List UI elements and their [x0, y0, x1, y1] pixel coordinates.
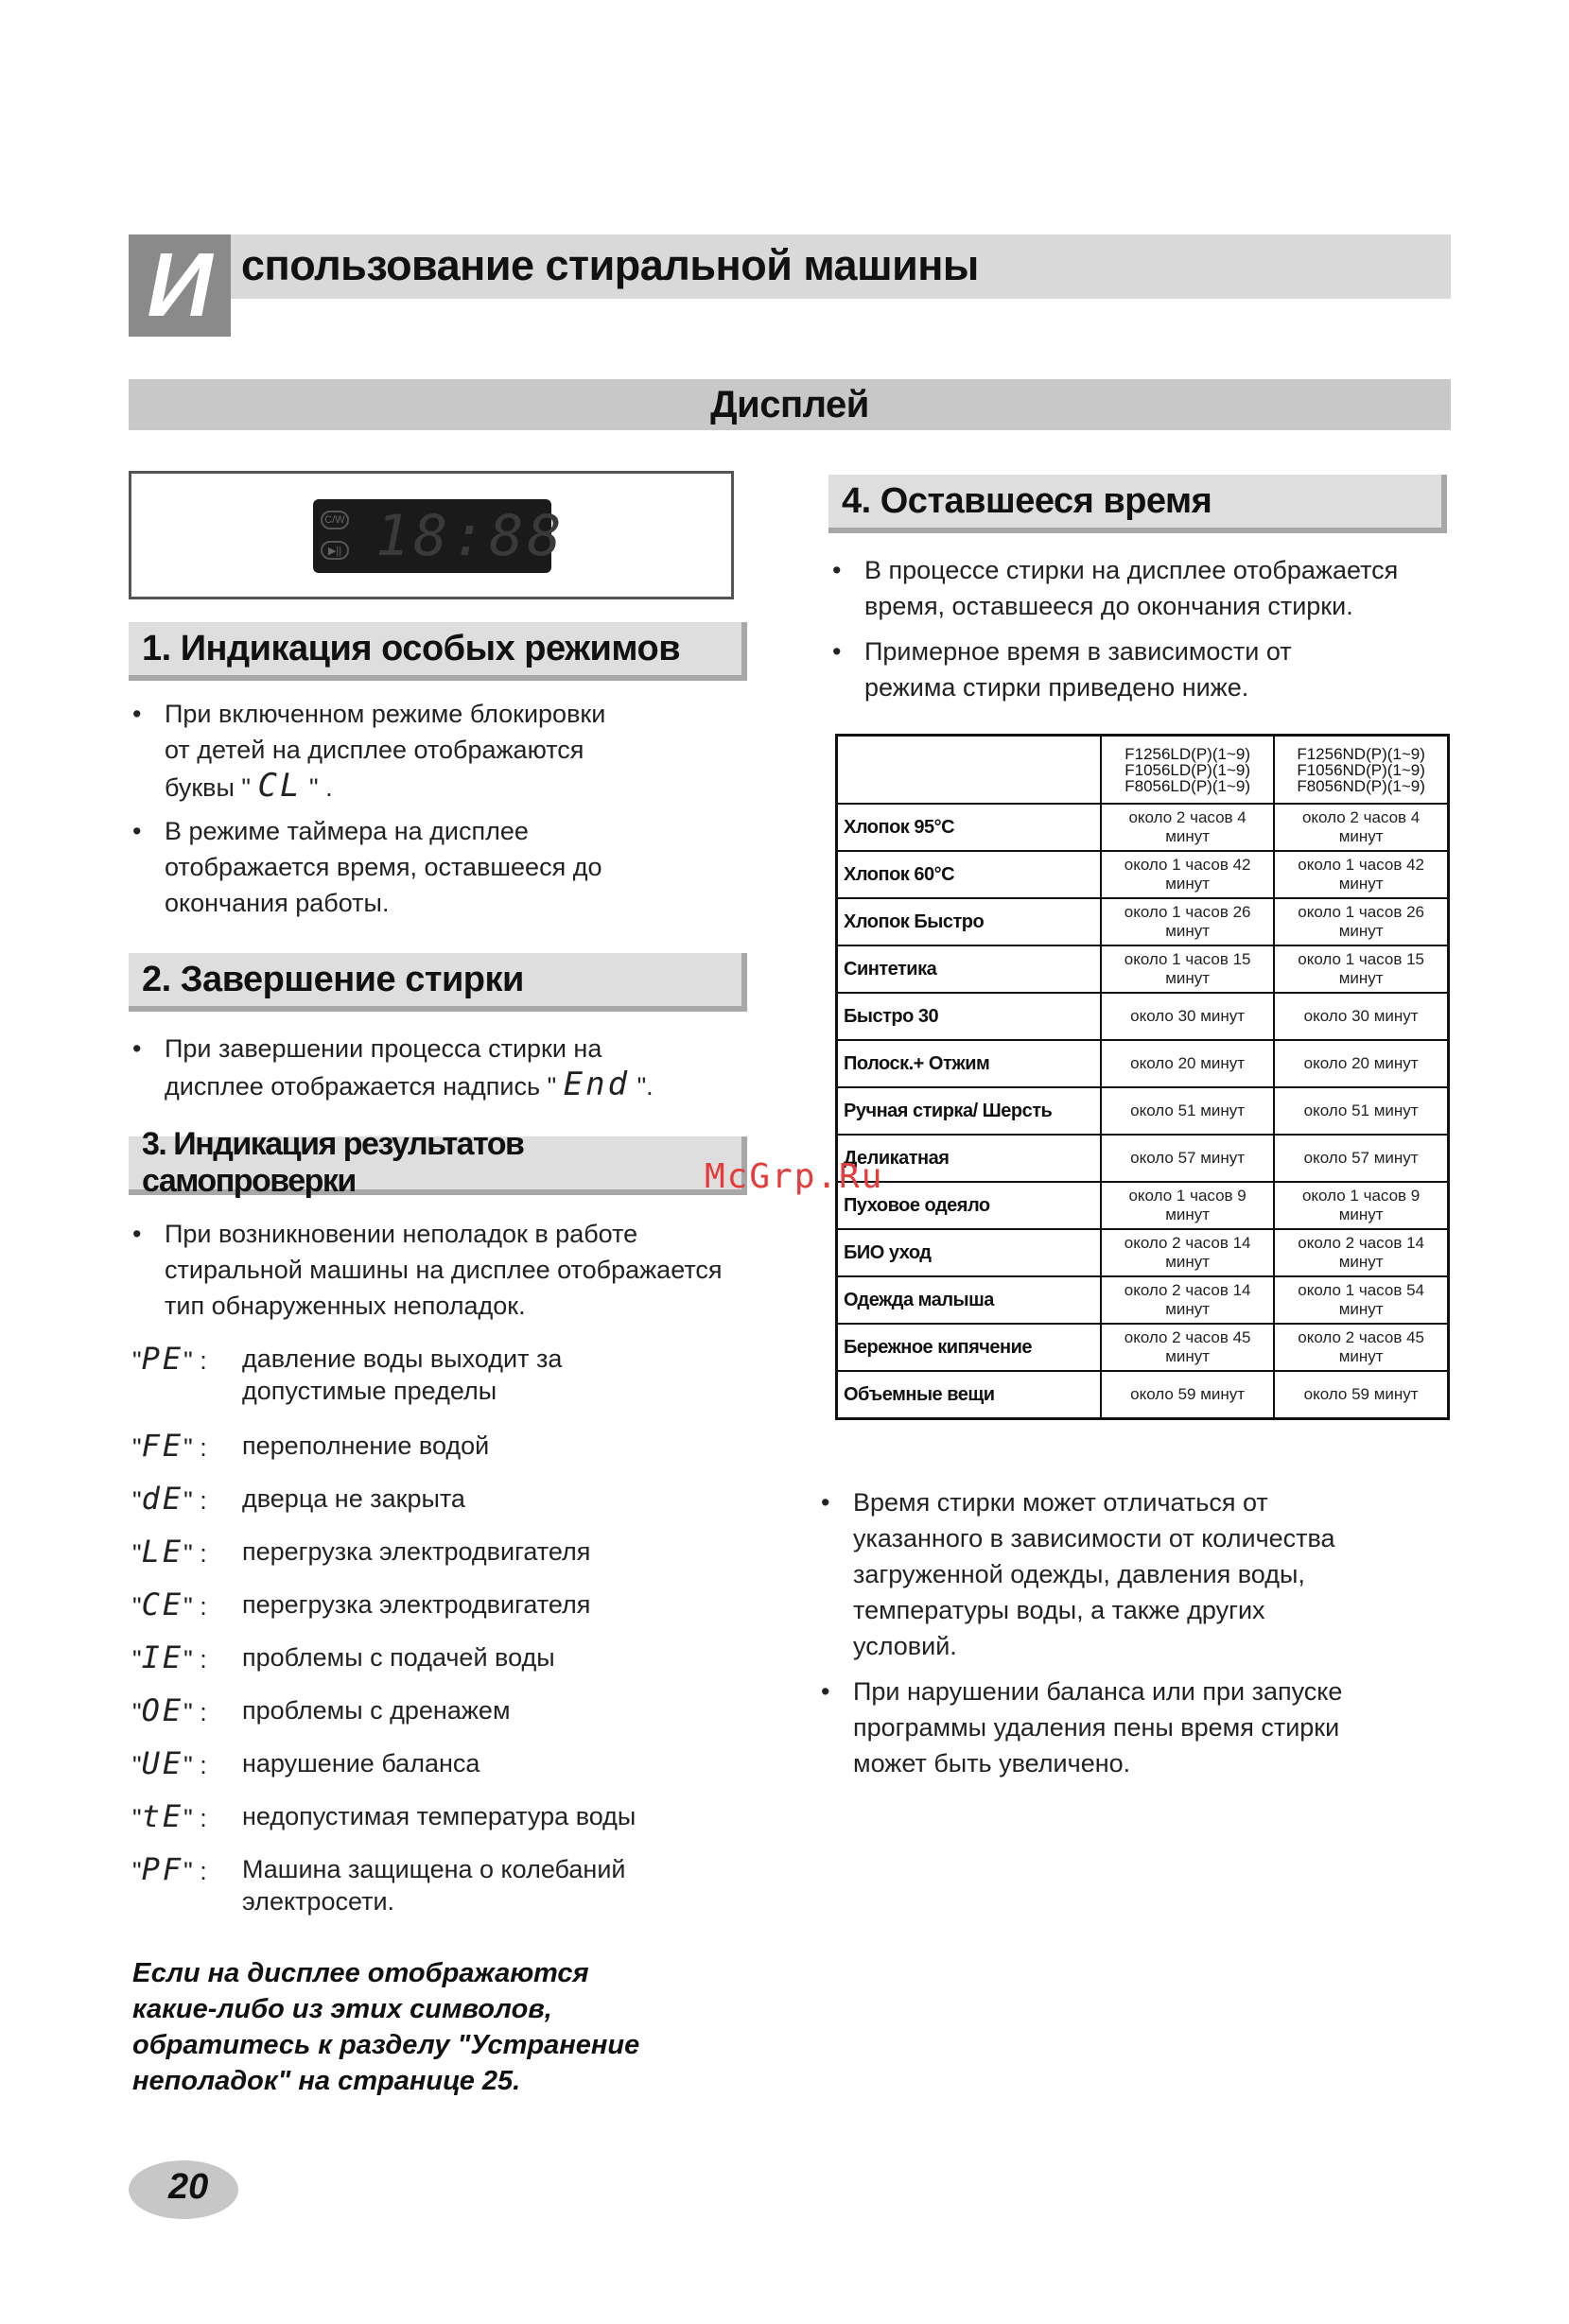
- bullet-text: При включенном режиме блокировки от детей на дисплее отображаются буквы ": [165, 700, 606, 802]
- bullet-text: В режиме таймера на дисплее отображается время, оставшееся до окончания работы.: [165, 817, 602, 917]
- segment-code-cl: CL: [257, 767, 303, 805]
- section-title: Дисплей: [710, 383, 869, 425]
- table-row: [837, 1229, 1449, 1276]
- program-name: Полоск.+ Отжим: [837, 1040, 1102, 1087]
- section2-bullet: [132, 1031, 757, 1106]
- section3-heading: 3. Индикация результатов самопроверки: [129, 1136, 747, 1195]
- section4-bullet-2: [832, 633, 1456, 709]
- bullet-dot: •: [821, 1488, 830, 1517]
- time-value-2: около 1 часов 42 минут: [1274, 851, 1448, 898]
- section1-bullet-1: [132, 696, 738, 809]
- time-value-2: около 1 часов 15 минут: [1274, 945, 1448, 993]
- section4-heading: 4. Оставшееся время: [828, 475, 1447, 533]
- error-code: "LE" :: [132, 1534, 207, 1570]
- lcd-digits: 18:88: [375, 503, 566, 569]
- program-name: Пуховое одеяло: [837, 1182, 1102, 1229]
- program-name: Деликатная: [837, 1135, 1102, 1182]
- section4-note-1: [821, 1484, 1445, 1674]
- error-description: недопустимая температура воды: [242, 1802, 636, 1830]
- bullet-text-end: ".: [630, 1072, 654, 1101]
- section4-note-2: [821, 1674, 1445, 1787]
- bullet-dot: •: [821, 1677, 830, 1706]
- program-name: Ручная стирка/ Шерсть: [837, 1087, 1102, 1135]
- program-name: БИО уход: [837, 1229, 1102, 1276]
- time-value-1: около 1 часов 42 минут: [1101, 851, 1274, 898]
- time-value-1: около 1 часов 15 минут: [1101, 945, 1274, 993]
- error-code: "PF" :: [132, 1851, 207, 1887]
- table-row: [837, 898, 1449, 945]
- bullet-text: Время стирки может отличаться от указанного в зависимости от количества загруженной одежды, давления воды, температуры воды, а также других условий.: [853, 1488, 1335, 1660]
- bullet-text: При завершении процесса стирки на дисплее отображается надпись ": [165, 1034, 602, 1101]
- time-value-2: около 30 минут: [1274, 993, 1448, 1040]
- table-row: [837, 993, 1449, 1040]
- section4-bullet-1: [832, 552, 1456, 628]
- error-code: "PE" :: [132, 1341, 207, 1377]
- table-row: [837, 945, 1449, 993]
- time-value-2: около 20 минут: [1274, 1040, 1448, 1087]
- error-code: "dE" :: [132, 1481, 207, 1517]
- bullet-text: При возникновении неполадок в работе стиральной машины на дисплее отображается тип обнаруженных неполадок.: [165, 1220, 723, 1320]
- table-header-row: [837, 736, 1449, 805]
- time-value-2: около 51 минут: [1274, 1087, 1448, 1135]
- error-description: нарушение баланса: [242, 1749, 480, 1778]
- error-code: "FE" :: [132, 1428, 207, 1464]
- time-value-1: около 51 минут: [1101, 1087, 1274, 1135]
- bullet-text: При нарушении баланса или при запуске программы удаления пены время стирки может быть увеличено.: [853, 1677, 1343, 1778]
- time-value-1: около 1 часов 9 минут: [1101, 1182, 1274, 1229]
- bullet-dot: •: [132, 1034, 142, 1063]
- time-value-1: около 20 минут: [1101, 1040, 1274, 1087]
- program-name: Хлопок 60°C: [837, 851, 1102, 898]
- error-description: проблемы с дренажем: [242, 1696, 511, 1725]
- time-value-2: около 59 минут: [1274, 1371, 1448, 1419]
- error-description: дверца не закрыта: [242, 1484, 465, 1513]
- bullet-text: В процессе стирки на дисплее отображается время, оставшееся до окончания стирки.: [864, 556, 1399, 620]
- table-row: [837, 1087, 1449, 1135]
- bullet-dot: •: [832, 637, 842, 666]
- lcd-display: [313, 499, 566, 573]
- section1-heading: 1. Индикация особых режимов: [129, 622, 747, 681]
- bullet-dot: •: [132, 700, 142, 728]
- time-value-1: около 2 часов 4 минут: [1101, 804, 1274, 851]
- time-value-2: около 1 часов 9 минут: [1274, 1182, 1448, 1229]
- bullet-dot: •: [132, 1220, 142, 1248]
- page-title: спользование стиральной машины: [241, 241, 979, 289]
- play-pause-icon: ▶||: [321, 541, 349, 560]
- error-description: перегрузка электродвигателя: [242, 1537, 591, 1566]
- table-row: [837, 1276, 1449, 1324]
- time-value-2: около 2 часов 45 минут: [1274, 1324, 1448, 1371]
- page-number: 20: [168, 2167, 209, 2207]
- table-row: [837, 851, 1449, 898]
- bullet-dot: •: [832, 556, 842, 584]
- bullet-dot: •: [132, 817, 142, 845]
- program-name: Хлопок Быстро: [837, 898, 1102, 945]
- error-code: "IE" :: [132, 1639, 207, 1675]
- time-value-1: около 57 минут: [1101, 1135, 1274, 1182]
- time-value-1: около 2 часов 14 минут: [1101, 1229, 1274, 1276]
- program-name: Одежда малыша: [837, 1276, 1102, 1324]
- time-value-1: около 30 минут: [1101, 993, 1274, 1040]
- child-lock-icon: C/W: [321, 511, 349, 529]
- segment-code-end: End: [563, 1066, 631, 1103]
- error-description: давление воды выходит за допустимые пределы: [242, 1344, 563, 1405]
- time-value-2: около 57 минут: [1274, 1135, 1448, 1182]
- time-value-2: около 1 часов 26 минут: [1274, 898, 1448, 945]
- program-name: Синтетика: [837, 945, 1102, 993]
- error-description: перегрузка электродвигателя: [242, 1590, 591, 1619]
- table-row: [837, 1135, 1449, 1182]
- table-header-empty: [837, 736, 1102, 805]
- table-row: [837, 1182, 1449, 1229]
- program-name: Объемные вещи: [837, 1371, 1102, 1419]
- time-value-2: около 2 часов 14 минут: [1274, 1229, 1448, 1276]
- time-value-2: около 1 часов 54 минут: [1274, 1276, 1448, 1324]
- program-name: Хлопок 95°C: [837, 804, 1102, 851]
- table-row: [837, 1371, 1449, 1419]
- table-row: [837, 1324, 1449, 1371]
- section1-bullet-2: [132, 813, 738, 927]
- wash-time-table: [835, 734, 1450, 1420]
- time-value-1: около 2 часов 45 минут: [1101, 1324, 1274, 1371]
- error-code: "tE" :: [132, 1798, 207, 1834]
- table-header-models-2: F1256ND(P)(1~9) F1056ND(P)(1~9) F8056ND(P)(1~9): [1274, 736, 1448, 805]
- watermark-text: McGrp.Ru: [705, 1157, 884, 1196]
- program-name: Бережное кипячение: [837, 1324, 1102, 1371]
- bullet-text-end: " .: [302, 773, 333, 802]
- time-value-1: около 1 часов 26 минут: [1101, 898, 1274, 945]
- error-code: "OE" :: [132, 1692, 207, 1728]
- bullet-text: Примерное время в зависимости от режима стирки приведено ниже.: [864, 637, 1292, 702]
- section3-intro: [132, 1216, 757, 1329]
- title-initial-letter: И: [147, 234, 213, 336]
- time-value-1: около 2 часов 14 минут: [1101, 1276, 1274, 1324]
- error-description: Машина защищена о колебаний электросети.: [242, 1855, 626, 1916]
- table-row: [837, 1040, 1449, 1087]
- table-header-models-1: F1256LD(P)(1~9) F1056LD(P)(1~9) F8056LD(P)(1~9): [1101, 736, 1274, 805]
- table-row: [837, 804, 1449, 851]
- error-code: "UE" :: [132, 1745, 207, 1781]
- error-description: проблемы с подачей воды: [242, 1643, 555, 1672]
- error-code: "CE" :: [132, 1587, 207, 1622]
- program-name: Быстро 30: [837, 993, 1102, 1040]
- section2-heading: 2. Завершение стирки: [129, 953, 747, 1012]
- time-value-2: около 2 часов 4 минут: [1274, 804, 1448, 851]
- warning-note: Если на дисплее отображаются какие-либо из этих символов, обратитесь к разделу "Устранение неполадок" на странице 25.: [132, 1958, 640, 2096]
- error-description: переполнение водой: [242, 1431, 490, 1460]
- time-value-1: около 59 минут: [1101, 1371, 1274, 1419]
